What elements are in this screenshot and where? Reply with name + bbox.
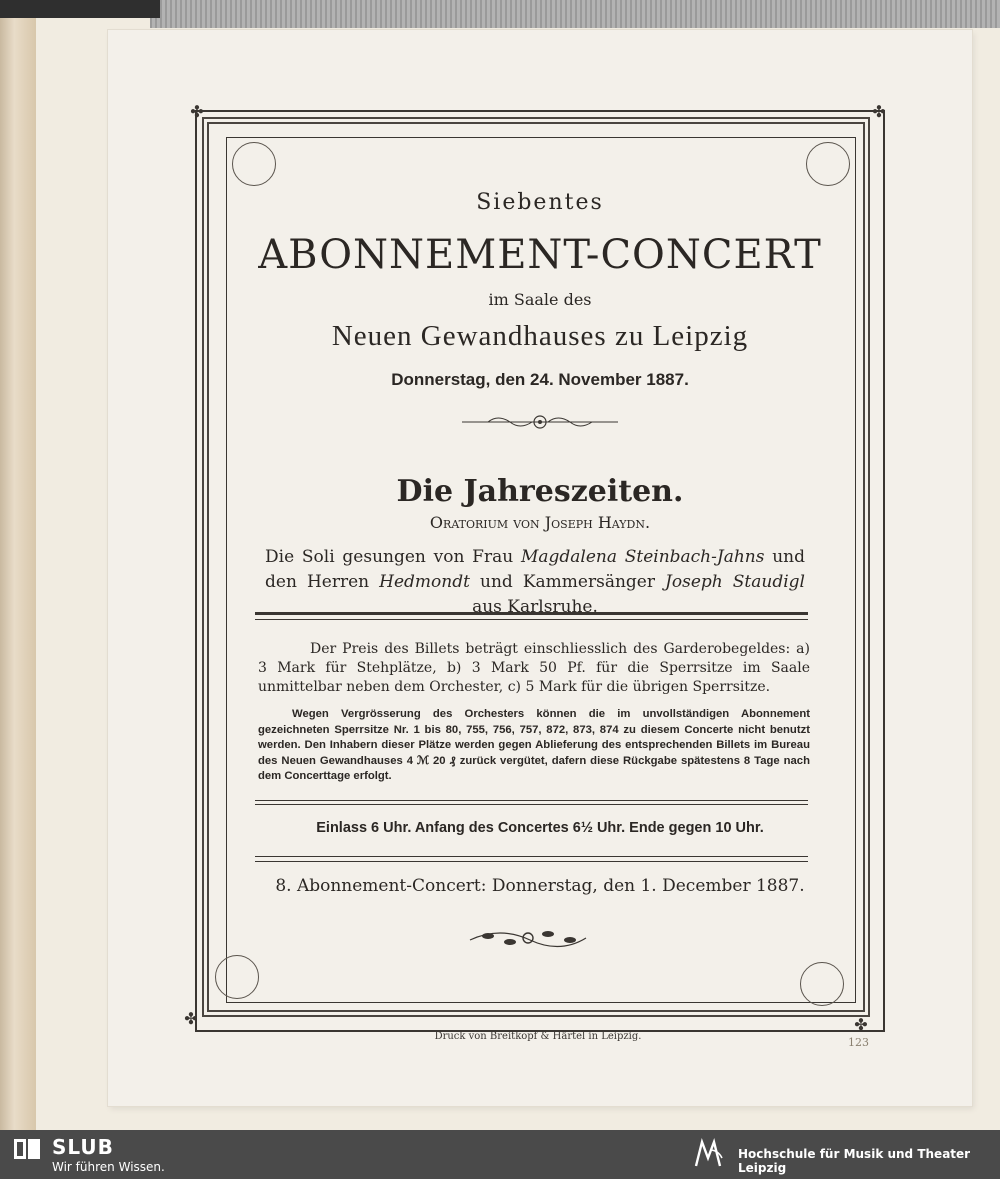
soli-text: und Kammersänger xyxy=(469,572,666,592)
concert-date: Donnerstag, den 24. November 1887. xyxy=(391,370,689,389)
floral-vignette-icon xyxy=(466,924,590,952)
soli-text: aus Karlsruhe. xyxy=(472,597,598,617)
rule xyxy=(255,800,808,801)
corner-fleuron-icon: ✤ xyxy=(854,1015,868,1034)
next-concert: 8. Abonnement-Concert: Donnerstag, den 1. December 1887. xyxy=(275,876,805,896)
double-rule xyxy=(255,612,808,615)
work-title: Die Jahreszeiten. xyxy=(396,474,684,509)
rule xyxy=(255,856,808,857)
corner-fleuron-icon: ✤ xyxy=(872,102,886,121)
corner-fleuron-icon: ✤ xyxy=(190,102,204,121)
printer-imprint: Druck von Breitkopf & Härtel in Leipzig. xyxy=(434,1031,642,1042)
vine-divider-icon xyxy=(226,410,854,434)
partner-name[interactable]: Hochschule für Musik und Theater Leipzig xyxy=(738,1147,971,1175)
double-rule xyxy=(255,619,808,620)
corner-ornament-icon xyxy=(800,962,844,1006)
seating-notice-paragraph: Wegen Vergrösserung des Orchesters können die im unvollständigen Abonnement gezeichneten Sperrsitze Nr. 1 bis 80, 755, 756, 757, 872, 873, 874 zu diesem Concerte nicht benutzt werden. Den Inhabern dieser Plätze werden gegen Ablieferung des entsprechenden Billets im Bureau des Neuen Gewandhauses 4 ℳ 20 ₰ zurück vergütet, dafern diese Rückgabe spätestens 8 Tage nach dem Concerttage erfolgt. xyxy=(258,708,810,783)
venue-prefix: im Saale des xyxy=(488,290,592,309)
corner-ornament-icon xyxy=(806,142,850,186)
work-subtitle: Oratorium von Joseph Haydn. xyxy=(429,513,651,532)
top-strip xyxy=(150,0,1000,28)
slub-logo-icon[interactable] xyxy=(12,1137,42,1161)
top-strip-dark xyxy=(0,0,160,18)
book-edge xyxy=(0,0,36,1130)
page-number: 123 xyxy=(848,1036,869,1049)
corner-fleuron-icon: ✤ xyxy=(184,1009,198,1028)
concert-title: ABONNEMENT-CONCERT xyxy=(258,232,822,278)
soli-text: Die Soli gesungen von Frau xyxy=(265,547,521,567)
singer-name: Magdalena Steinbach-Jahns xyxy=(520,547,765,567)
venue-name: Neuen Gewandhauses zu Leipzig xyxy=(331,320,749,352)
corner-ornament-icon xyxy=(232,142,276,186)
ticket-price-paragraph: Der Preis des Billets beträgt einschliesslich des Garderobegeldes: a) 3 Mark für Stehplätze, b) 3 Mark 50 Pf. für die Sperrsitze im Saale unmittelbar neben dem Orchester, c) 5 Mark für die übrigen Sperrsitze. xyxy=(258,641,810,695)
footer-bar xyxy=(0,1130,1000,1179)
singer-name: Joseph Staudigl xyxy=(665,572,805,592)
rule xyxy=(255,804,808,805)
slub-tagline: Wir führen Wissen. xyxy=(52,1160,165,1174)
corner-ornament-icon xyxy=(215,955,259,999)
soloists-paragraph xyxy=(265,545,805,620)
ordinal-heading: Siebentes xyxy=(476,190,604,215)
rule xyxy=(255,861,808,862)
hmt-logo-icon[interactable] xyxy=(690,1136,728,1174)
singer-name: Hedmondt xyxy=(379,572,470,592)
soli-text: und den Herren xyxy=(265,547,805,592)
slub-name[interactable]: SLUB xyxy=(52,1135,114,1159)
concert-times: Einlass 6 Uhr. Anfang des Concertes 6½ Uhr. Ende gegen 10 Uhr. xyxy=(316,820,764,836)
